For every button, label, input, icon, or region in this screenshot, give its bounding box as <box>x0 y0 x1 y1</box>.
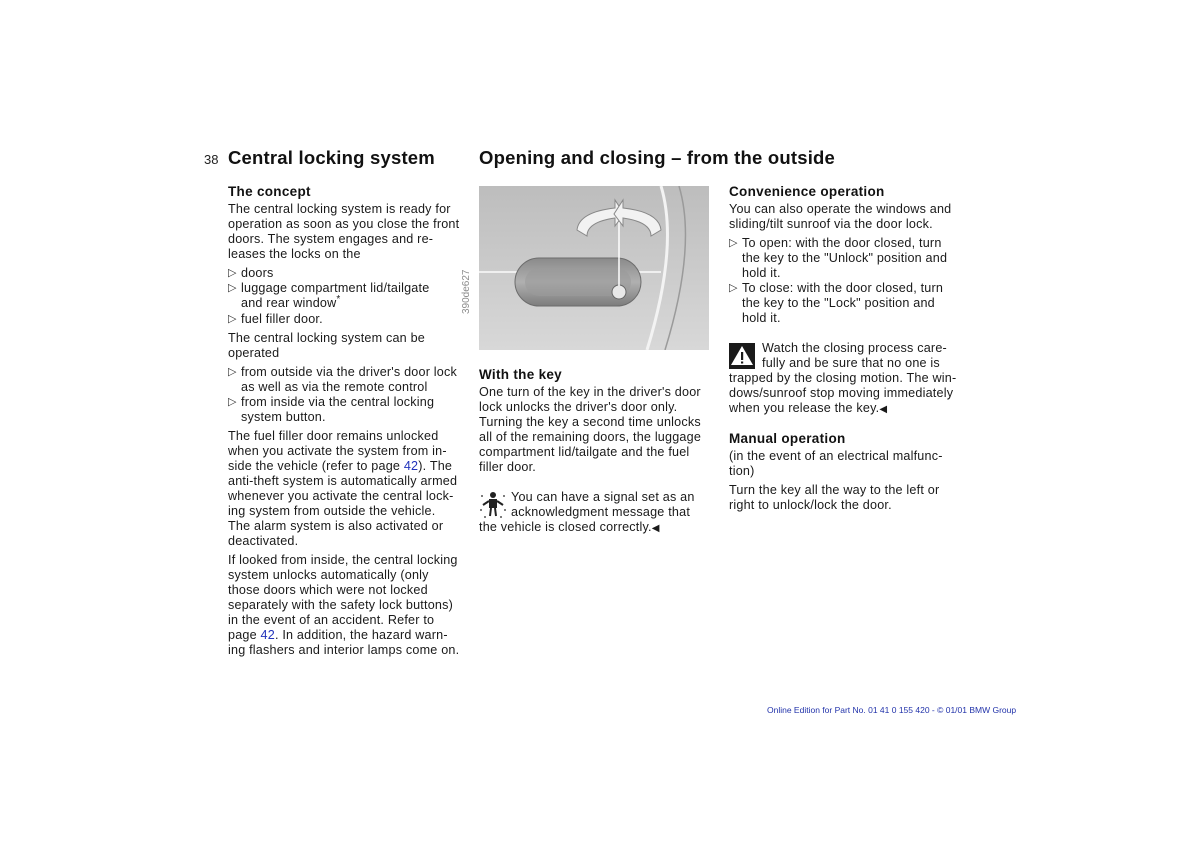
signal-note <box>479 490 715 536</box>
bullet-arrow-icon: ▷ <box>729 237 738 249</box>
text-line: Turn the key all the way to the left or <box>729 483 940 497</box>
bullet-arrow-icon: ▷ <box>228 313 237 325</box>
text-line: ing flashers and interior lamps come on. <box>228 643 460 657</box>
text-line: trapped by the closing motion. The win- <box>729 371 957 385</box>
text-line: acknowledgment message that <box>511 505 691 519</box>
text-line: lock unlocks the driver's door only. <box>479 400 678 414</box>
text-line: ing system from outside the vehicle. <box>228 504 436 518</box>
image-code: 390de627 <box>461 269 472 314</box>
section-title-opening-closing: Opening and closing – from the outside <box>479 147 836 168</box>
text-line: tion) <box>729 464 755 478</box>
bullet-arrow-icon: ▷ <box>228 366 237 378</box>
operated-list <box>228 365 473 425</box>
list-item <box>228 365 473 395</box>
text-line: doors <box>241 266 274 280</box>
text-line: as well as via the remote control <box>241 380 428 394</box>
text-line: To open: with the door closed, turn <box>742 236 942 250</box>
text-line: dows/sunroof stop moving immediately <box>729 386 954 400</box>
text-line: operated <box>228 346 280 360</box>
text-fragment: . In addition, the hazard warn- <box>274 628 448 642</box>
bullet-arrow-icon: ▷ <box>228 267 237 279</box>
column-right <box>729 184 979 513</box>
operated-intro <box>228 331 473 361</box>
text-line: leases the locks on the <box>228 247 361 261</box>
with-key-heading: With the key <box>479 367 562 382</box>
text-line <box>729 401 979 417</box>
concept-heading: The concept <box>228 184 311 199</box>
warning-note <box>729 341 979 417</box>
text-fragment: side the vehicle (refer to page <box>228 459 404 473</box>
text-line: You can have a signal set as an <box>511 490 695 504</box>
manual-heading: Manual operation <box>729 431 846 446</box>
list-item <box>228 312 473 327</box>
door-handle-illustration <box>461 186 709 350</box>
text-line: in the event of an accident. Refer to <box>228 613 435 627</box>
manual-paragraph <box>729 483 979 513</box>
text-line: The alarm system is also activated or <box>228 519 444 533</box>
list-item <box>729 236 979 281</box>
text-line: compartment lid/tailgate and the fuel <box>479 445 690 459</box>
list-item <box>228 281 473 312</box>
text-line: The fuel filler door remains unlocked <box>228 429 439 443</box>
text-line: those doors which were not locked <box>228 583 428 597</box>
text-fragment: ). The <box>418 459 453 473</box>
text-line: luggage compartment lid/tailgate <box>241 281 430 295</box>
text-line: hold it. <box>742 266 781 280</box>
text-line: The central locking system is ready for <box>228 202 451 216</box>
text-line: Watch the closing process care- <box>762 341 947 355</box>
end-mark-icon: ◀ <box>879 404 888 415</box>
text-line: and rear window <box>241 296 337 310</box>
text-line: anti-theft system is automatically armed <box>228 474 458 488</box>
accident-paragraph <box>228 553 473 658</box>
text-line <box>228 628 473 643</box>
page-link[interactable]: 42 <box>403 459 419 473</box>
text-line: fully and be sure that no one is <box>762 356 940 370</box>
bullet-arrow-icon: ▷ <box>228 282 237 294</box>
text-fragment: when you release the key. <box>729 401 880 415</box>
text-line: system unlocks automatically (only <box>228 568 429 582</box>
with-key-paragraph <box>479 385 715 475</box>
text-line: doors. The system engages and re- <box>228 232 434 246</box>
text-line: the key to the "Unlock" position and <box>742 251 948 265</box>
warning-icon <box>729 343 755 369</box>
text-line: from outside via the driver's door lock <box>241 365 457 379</box>
text-line: all of the remaining doors, the luggage <box>479 430 702 444</box>
text-line: Turning the key a second time unlocks <box>479 415 701 429</box>
manual-note <box>729 449 979 479</box>
text-fragment: page <box>228 628 261 642</box>
footnote-star: * <box>336 294 341 305</box>
text-line: right to unlock/lock the door. <box>729 498 892 512</box>
text-line: separately with the safety lock buttons) <box>228 598 454 612</box>
text-fragment: the vehicle is closed correctly. <box>479 520 652 534</box>
text-line: If looked from inside, the central locking <box>228 553 458 567</box>
list-item <box>228 266 473 281</box>
convenience-heading: Convenience operation <box>729 184 885 199</box>
convenience-list <box>729 236 979 326</box>
text-line: The central locking system can be <box>228 331 425 345</box>
text-line <box>479 520 715 536</box>
text-line: whenever you activate the central lock- <box>228 489 454 503</box>
door-handle-svg <box>479 186 709 350</box>
bullet-arrow-icon: ▷ <box>228 396 237 408</box>
end-mark-icon: ◀ <box>651 523 660 534</box>
column-left <box>228 184 473 658</box>
signal-text <box>479 490 715 536</box>
text-line <box>228 459 473 474</box>
locks-list <box>228 266 473 327</box>
text-line: sliding/tilt sunroof via the door lock. <box>729 217 933 231</box>
concept-intro <box>228 202 473 262</box>
convenience-paragraph <box>729 202 979 232</box>
text-line <box>241 296 473 312</box>
fuel-door-paragraph <box>228 429 473 549</box>
text-line: You can also operate the windows and <box>729 202 952 216</box>
text-line: hold it. <box>742 311 781 325</box>
page-link[interactable]: 42 <box>260 628 275 642</box>
text-line: when you activate the system from in- <box>228 444 447 458</box>
text-line: One turn of the key in the driver's door <box>479 385 701 399</box>
text-line: filler door. <box>479 460 536 474</box>
text-line: fuel filler door. <box>241 312 323 326</box>
section-title-central-locking: Central locking system <box>228 147 435 168</box>
bullet-arrow-icon: ▷ <box>729 282 738 294</box>
page-number: 38 <box>204 152 219 167</box>
warning-text <box>729 341 979 417</box>
text-line: the key to the "Lock" position and <box>742 296 935 310</box>
text-line: To close: with the door closed, turn <box>742 281 944 295</box>
text-line: (in the event of an electrical malfunc- <box>729 449 943 463</box>
footer-edition-note: Online Edition for Part No. 01 41 0 155 420 - © 01/01 BMW Group <box>767 705 1017 715</box>
list-item <box>729 281 979 326</box>
text-line: from inside via the central locking <box>241 395 435 409</box>
text-line: system button. <box>241 410 326 424</box>
column-middle <box>461 186 715 536</box>
note-person-icon <box>479 490 507 518</box>
text-line: operation as soon as you close the front <box>228 217 460 231</box>
list-item <box>228 395 473 425</box>
text-line: deactivated. <box>228 534 299 548</box>
